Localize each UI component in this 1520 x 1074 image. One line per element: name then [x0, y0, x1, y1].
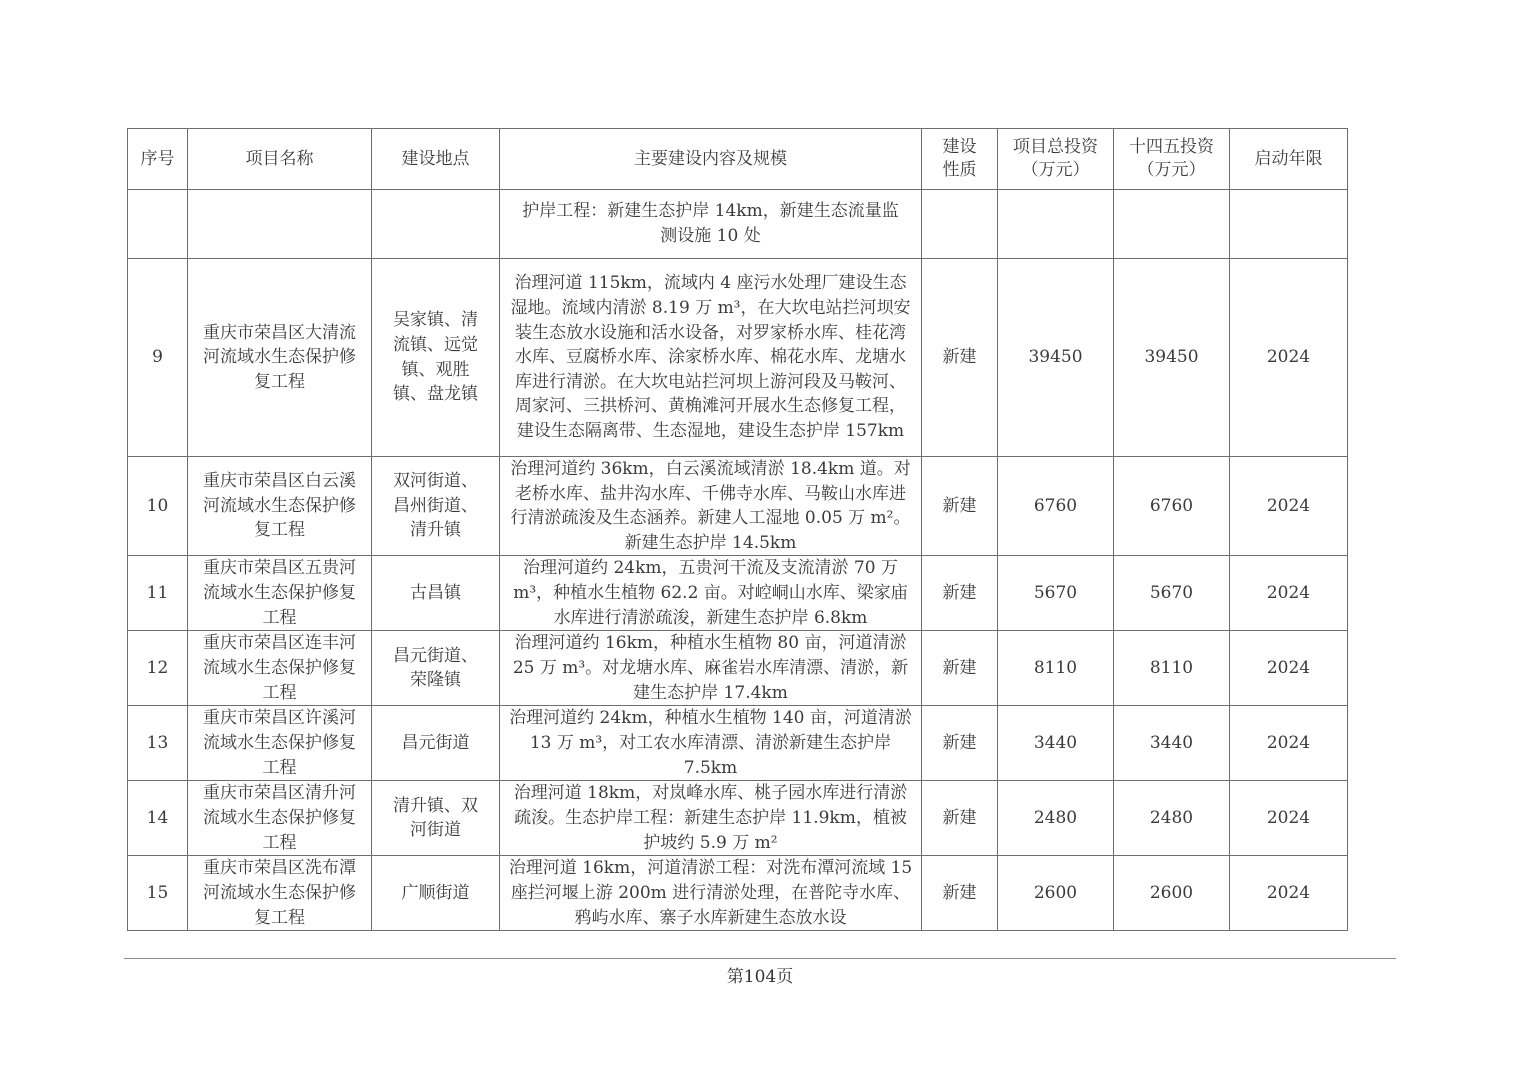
cell-start: 2024	[1230, 556, 1348, 631]
cell-name: 重庆市荣昌区五贵河流域水生态保护修复工程	[188, 556, 372, 631]
header-no: 序号	[128, 129, 188, 190]
cell-content: 治理河道约 16km，种植水生植物 80 亩，河道清淤 25 万 m³。对龙塘水库、麻雀岩水库清漂、清淤，新建生态护岸 17.4km	[500, 631, 922, 706]
cell-start: 2024	[1230, 631, 1348, 706]
header-start-year: 启动年限	[1230, 129, 1348, 190]
cell-start	[1230, 190, 1348, 259]
cell-no: 14	[128, 781, 188, 856]
cell-start: 2024	[1230, 259, 1348, 457]
cell-location: 双河街道、昌州街道、清升镇	[372, 457, 500, 556]
cell-name: 重庆市荣昌区白云溪河流域水生态保护修复工程	[188, 457, 372, 556]
cell-total: 5670	[998, 556, 1114, 631]
cell-location: 广顺街道	[372, 856, 500, 931]
header-content: 主要建设内容及规模	[500, 129, 922, 190]
cell-start: 2024	[1230, 781, 1348, 856]
cell-content: 治理河道约 24km，种植水生植物 140 亩，河道清淤 13 万 m³，对工农水库清漂、清淤新建生态护岸 7.5km	[500, 706, 922, 781]
header-name: 项目名称	[188, 129, 372, 190]
cell-location: 古昌镇	[372, 556, 500, 631]
header-nature: 建设 性质	[922, 129, 998, 190]
table-row	[128, 190, 1348, 259]
cell-content: 护岸工程：新建生态护岸 14km，新建生态流量监测设施 10 处	[500, 190, 922, 259]
cell-plan14	[1114, 190, 1230, 259]
cell-total: 3440	[998, 706, 1114, 781]
cell-nature: 新建	[922, 781, 998, 856]
table-row	[128, 259, 1348, 457]
cell-no: 12	[128, 631, 188, 706]
cell-total: 2480	[998, 781, 1114, 856]
cell-name: 重庆市荣昌区大清流河流域水生态保护修复工程	[188, 259, 372, 457]
header-location: 建设地点	[372, 129, 500, 190]
cell-location: 昌元街道、荣隆镇	[372, 631, 500, 706]
cell-start: 2024	[1230, 856, 1348, 931]
cell-no: 9	[128, 259, 188, 457]
cell-nature	[922, 190, 998, 259]
table-row	[128, 856, 1348, 931]
cell-no: 15	[128, 856, 188, 931]
table-row	[128, 556, 1348, 631]
cell-name	[188, 190, 372, 259]
cell-plan14: 8110	[1114, 631, 1230, 706]
cell-nature: 新建	[922, 556, 998, 631]
cell-plan14: 2480	[1114, 781, 1230, 856]
cell-plan14: 39450	[1114, 259, 1230, 457]
cell-location: 昌元街道	[372, 706, 500, 781]
cell-nature: 新建	[922, 856, 998, 931]
page-number: 第104页	[726, 967, 794, 987]
cell-plan14: 6760	[1114, 457, 1230, 556]
table-row	[128, 781, 1348, 856]
cell-start: 2024	[1230, 457, 1348, 556]
cell-location: 吴家镇、清流镇、远觉镇、观胜镇、盘龙镇	[372, 259, 500, 457]
footer-divider	[124, 958, 1396, 959]
table-row	[128, 457, 1348, 556]
header-plan14-investment: 十四五投资 （万元）	[1114, 129, 1230, 190]
cell-total: 2600	[998, 856, 1114, 931]
cell-no: 11	[128, 556, 188, 631]
header-total-investment: 项目总投资 （万元）	[998, 129, 1114, 190]
cell-total: 39450	[998, 259, 1114, 457]
cell-name: 重庆市荣昌区清升河流域水生态保护修复工程	[188, 781, 372, 856]
cell-content: 治理河道 18km，对岚峰水库、桃子园水库进行清淤疏浚。生态护岸工程：新建生态护岸 11.9km，植被护坡约 5.9 万 m²	[500, 781, 922, 856]
project-table	[127, 128, 1348, 931]
cell-content: 治理河道 115km，流域内 4 座污水处理厂建设生态湿地。流域内清淤 8.19 万 m³，在大坎电站拦河坝安装生态放水设施和活水设备，对罗家桥水库、桂花湾水库、豆腐桥水库、涂家桥水库、棉花水库、龙塘水库进行清淤。在大坎电站拦河坝上游河段及马鞍河、周家河、三拱桥河、黄桷滩河开展水生态修复工程，建设生态隔离带、生态湿地，建设生态护岸 157km	[500, 259, 922, 457]
cell-nature: 新建	[922, 259, 998, 457]
cell-location	[372, 190, 500, 259]
cell-start: 2024	[1230, 706, 1348, 781]
cell-content: 治理河道约 24km，五贵河干流及支流清淤 70 万 m³，种植水生植物 62.2 亩。对崆峒山水库、梁家庙水库进行清淤疏浚，新建生态护岸 6.8km	[500, 556, 922, 631]
cell-location: 清升镇、双河街道	[372, 781, 500, 856]
cell-no	[128, 190, 188, 259]
cell-name: 重庆市荣昌区洗布潭河流域水生态保护修复工程	[188, 856, 372, 931]
cell-plan14: 3440	[1114, 706, 1230, 781]
cell-name: 重庆市荣昌区连丰河流域水生态保护修复工程	[188, 631, 372, 706]
cell-content: 治理河道约 36km，白云溪流域清淤 18.4km 道。对老桥水库、盐井沟水库、千佛寺水库、马鞍山水库进行清淤疏浚及生态涵养。新建人工湿地 0.05 万 m²。新建生态护岸 14.5km	[500, 457, 922, 556]
cell-name: 重庆市荣昌区许溪河流域水生态保护修复工程	[188, 706, 372, 781]
cell-plan14: 5670	[1114, 556, 1230, 631]
cell-no: 13	[128, 706, 188, 781]
cell-nature: 新建	[922, 706, 998, 781]
cell-nature: 新建	[922, 457, 998, 556]
cell-total	[998, 190, 1114, 259]
cell-plan14: 2600	[1114, 856, 1230, 931]
cell-total: 6760	[998, 457, 1114, 556]
cell-nature: 新建	[922, 631, 998, 706]
cell-total: 8110	[998, 631, 1114, 706]
table-row	[128, 706, 1348, 781]
cell-content: 治理河道 16km，河道清淤工程：对洗布潭河流域 15 座拦河堰上游 200m 进行清淤处理，在普陀寺水库、鸦屿水库、寨子水库新建生态放水设	[500, 856, 922, 931]
table-header-row	[128, 129, 1348, 190]
table-row	[128, 631, 1348, 706]
cell-no: 10	[128, 457, 188, 556]
